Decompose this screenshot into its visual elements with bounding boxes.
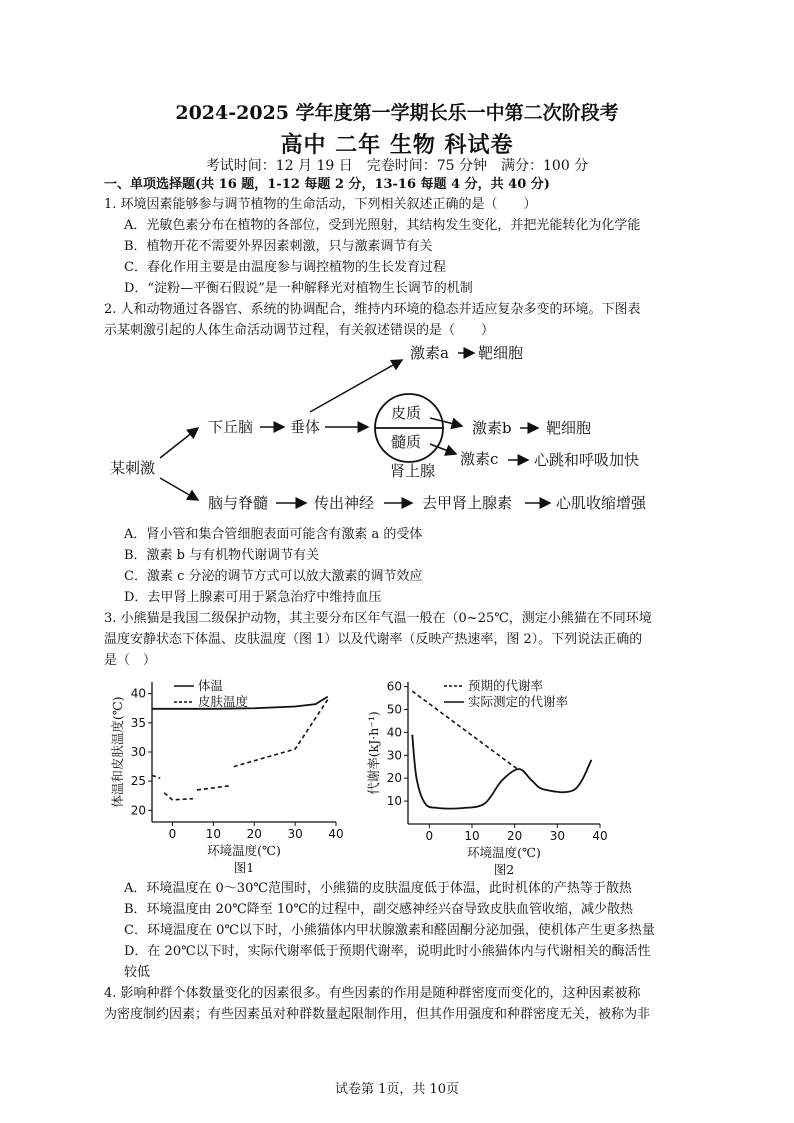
question-1-option-c: C．春化作用主要是由温度参与调控植物的生长发育过程 (124, 260, 446, 275)
question-2-option-a: A．肾小管和集合管细胞表面可能含有激素 a 的受体 (124, 527, 423, 542)
diagram-pituitary: 垂体 (290, 418, 321, 436)
diagram-efferent-nerve: 传出神经 (314, 494, 375, 512)
chart-title: 图2 (493, 862, 515, 877)
diagram-adrenal: 肾上腺 (390, 462, 436, 480)
diagram-stimulus: 某刺激 (110, 459, 156, 477)
question-2-option-b: B．激素 b 与有机物代谢调节有关 (124, 548, 320, 563)
x-axis-title: 环境温度(℃) (207, 843, 281, 858)
diagram-cortex: 皮质 (391, 404, 422, 422)
y-tick-label: 60 (386, 679, 402, 694)
question-2-stem-line1: 2. 人和动物通过各器官、系统的协调配合，维持内环境的稳态并适应复杂多变的环境。下图表 (104, 302, 641, 317)
legend-label: 预期的代谢率 (468, 678, 544, 693)
exam-subtitle: 高中 二年 生物 科试卷 (280, 132, 514, 158)
question-3-option-d-cont: 较低 (124, 965, 151, 980)
question-3-stem-line2: 温度安静状态下体温、皮肤温度（图 1）以及代谢率（反映产热速率，图 2）。下列说法正确的 (104, 632, 643, 647)
diagram-hormone-b: 激素b (472, 419, 512, 437)
x-axis-title: 环境温度(℃) (467, 845, 541, 860)
diagram-target-cell-1: 靶细胞 (478, 344, 524, 362)
legend-label: 体温 (198, 678, 224, 693)
y-axis-title: 体温和皮肤温度(℃) (110, 696, 125, 808)
y-tick-label: 10 (386, 794, 402, 809)
exam-info: 考试时间：12 月 19 日 完卷时间：75 分钟 满分：100 分 (205, 158, 589, 174)
question-3-option-c: C．环境温度在 0℃以下时，小熊猫体内甲状腺激素和醛固酮分泌加强，使机体产生更多热量 (124, 923, 655, 938)
x-tick-label: 30 (549, 829, 565, 843)
y-tick-label: 25 (130, 774, 146, 789)
exam-title: 2024-2025 学年度第一学期长乐一中第二次阶段考 (175, 102, 619, 124)
x-tick-label: 10 (205, 827, 221, 841)
y-tick-label: 30 (386, 748, 402, 763)
arrow-pituitary-to-hormone-a (310, 360, 402, 412)
x-tick-label: 40 (592, 829, 608, 843)
y-tick-label: 20 (386, 771, 402, 786)
series-line-skin-temperature (164, 793, 193, 800)
question-3-stem-line3: 是（ ） (104, 653, 157, 668)
chart-body-skin-temperature (100, 672, 360, 877)
section-heading: 一、单项选择题(共 16 题，1-12 每题 2 分，13-16 每题 4 分，共 40 分) (104, 177, 550, 192)
chart-metabolic-rate (360, 672, 630, 877)
diagram-heart-rate: 心跳和呼吸加快 (534, 451, 640, 469)
arrow-stimulus-to-brain (160, 478, 198, 500)
y-tick-label: 40 (130, 686, 146, 701)
y-axis-title: 代谢率(kJ·h⁻¹) (366, 711, 381, 795)
question-3-stem-line1: 3. 小熊猫是我国二级保护动物，其主要分布区年气温一般在（0~25℃，测定小熊猫在不同环境 (104, 611, 652, 626)
legend-label: 皮肤温度 (198, 694, 249, 709)
y-tick-label: 40 (386, 725, 402, 740)
legend-label: 实际测定的代谢率 (468, 694, 569, 709)
arrow-cortex-to-hormone-b (430, 418, 462, 426)
question-1-option-b: B．植物开花不需要外界因素刺激，只与激素调节有关 (124, 239, 433, 254)
x-tick-label: 20 (246, 827, 262, 841)
question-2-option-c: C．激素 c 分泌的调节方式可以放大激素的调节效应 (124, 569, 423, 584)
series-line-actual-metabolic-rate (412, 735, 591, 809)
question-1-stem: 1. 环境因素能够参与调节植物的生命活动，下列相关叙述正确的是（ ） (104, 197, 537, 212)
diagram-contraction: 心肌收缩增强 (556, 494, 647, 512)
question-2-stem-line2: 示某刺激引起的人体生命活动调节过程，有关叙述错误的是（ ） (104, 323, 495, 338)
x-tick-label: 20 (507, 829, 523, 843)
arrow-stimulus-to-hypothalamus (160, 428, 198, 458)
y-tick-label: 50 (386, 702, 402, 717)
arrow-medulla-to-hormone-c (430, 444, 456, 454)
diagram-hormone-c: 激素c (460, 450, 499, 468)
y-tick-label: 20 (130, 803, 146, 818)
question-1-option-a: A．光敏色素分布在植物的各部位，受到光照射，其结构发生变化，并把光能转化为化学能 (124, 218, 641, 233)
question-3-option-a: A．环境温度在 0～30℃范围时，小熊猫的皮肤温度低于体温，此时机体的产热等于散热 (124, 881, 632, 896)
diagram-target-cell-2: 靶细胞 (546, 419, 592, 437)
y-tick-label: 30 (130, 745, 146, 759)
diagram-hypothalamus: 下丘脑 (208, 418, 254, 436)
diagram-norepinephrine: 去甲肾上腺素 (422, 494, 513, 512)
y-tick-label: 35 (130, 715, 146, 730)
question-4-stem-line2: 为密度制约因素；有些因素虽对种群数量起限制作用，但其作用强度和种群密度无关，被称为非 (104, 1007, 651, 1022)
x-tick-label: 0 (168, 827, 177, 841)
diagram-medulla: 髓质 (391, 433, 422, 451)
x-tick-label: 40 (328, 827, 344, 841)
question-3-option-d: D．在 20℃以下时，实际代谢率低于预期代谢率，说明此时小熊猫体内与代谢相关的酶活性 (124, 944, 651, 959)
regulation-diagram (100, 340, 700, 525)
diagram-brain-spine: 脑与脊髓 (208, 494, 269, 512)
question-3-option-b: B．环境温度由 20℃降至 10℃的过程中，副交感神经兴奋导致皮肤血管收缩，减少散热 (124, 902, 633, 917)
question-1-option-d: D．“淀粉—平衡石假说”是一种解释光对植物生长调节的机制 (124, 281, 473, 296)
question-2-option-d: D．去甲肾上腺素可用于紧急治疗中维持血压 (124, 590, 382, 605)
question-4-stem-line1: 4. 影响种群个体数量变化的因素很多。有些因素的作用是随种群密度而变化的，这种因素被称 (104, 986, 641, 1001)
chart-title: 图1 (233, 860, 255, 875)
series-line-skin-temperature (234, 700, 328, 767)
series-line-skin-temperature (197, 786, 230, 790)
diagram-hormone-a: 激素a (410, 344, 449, 362)
series-line-skin-temperature (152, 775, 160, 778)
x-tick-label: 0 (425, 829, 434, 843)
x-tick-label: 30 (287, 827, 303, 841)
page-footer: 试卷第 1页，共 10页 (334, 1082, 460, 1097)
x-tick-label: 10 (464, 829, 480, 843)
